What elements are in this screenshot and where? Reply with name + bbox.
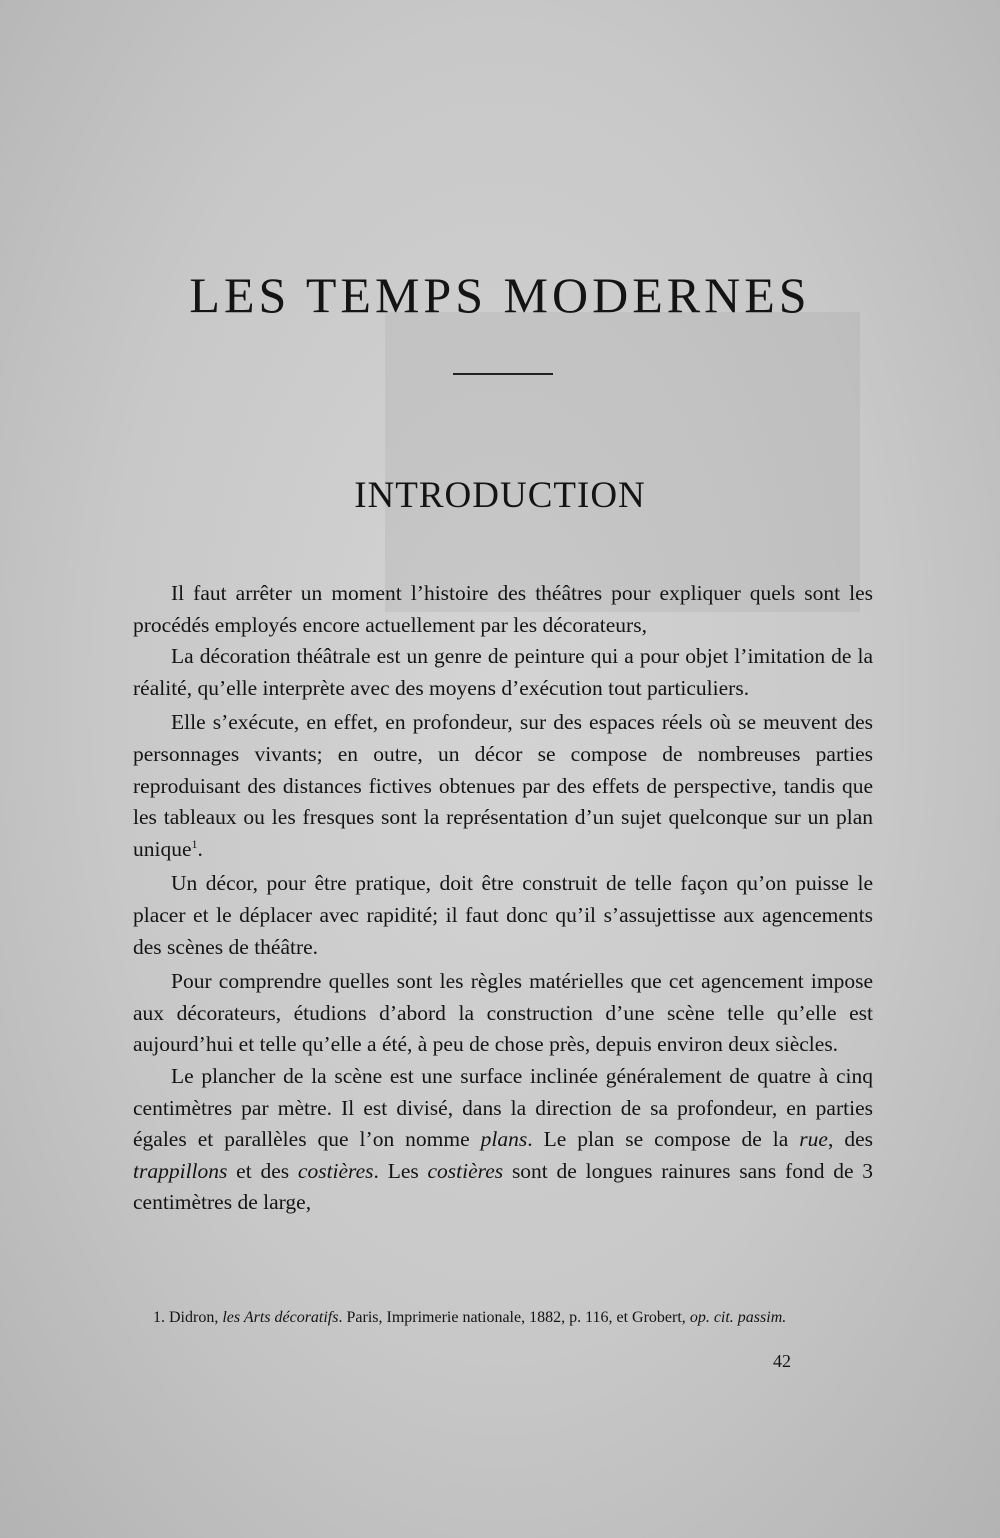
show-through-shade bbox=[385, 312, 860, 612]
main-title: LES TEMPS MODERNES bbox=[189, 267, 811, 323]
footnote-ref: op. cit. passim. bbox=[689, 1309, 787, 1326]
footnote-number: 1. bbox=[153, 1309, 165, 1326]
title-divider-rule bbox=[453, 373, 553, 375]
footnote-author: Didron, bbox=[169, 1309, 219, 1326]
footnote-title: les Arts décoratifs bbox=[222, 1309, 339, 1326]
paragraph: Elle s’exécute, en effet, en profondeur, sur des espaces réels où se meuvent des personnages vivants; en outre, un décor se compose de nombreuses parties reproduisant des distances fictives obtenues par des effets de perspective, tandis que les tableaux ou les fresques sont la représentation d’un sujet quelconque sur un plan unique$^1$. bbox=[133, 710, 873, 861]
paragraph: La décoration théâtrale est un genre de peinture qui a pour objet l’imitation de la réalité, qu’elle interprète avec des moyens d’exécution tout particuliers. bbox=[133, 644, 873, 700]
term-rue: rue bbox=[799, 1127, 828, 1152]
section-title: INTRODUCTION bbox=[354, 475, 646, 516]
paragraph: Un décor, pour être pratique, doit être construit de telle façon qu’on puisse le placer et le déplacer avec rapidité; il faut donc qu’il s’assujettisse aux agencements des scènes de théâtre. bbox=[133, 871, 873, 959]
term-trappillons: trappillons bbox=[133, 1158, 228, 1183]
term-plans: plans bbox=[480, 1127, 528, 1152]
paragraph: Le plancher de la scène est une surface inclinée généralement de quatre à cinq centimètres par mètre. Il est divisé, dans la direction de sa profondeur, en parties égales et parallèles que l’on nomme plans. Le plan se compose de la rue, des trappillons et des costières. Les costières sont de longues rainures sans fond de 3 centimètres de large, bbox=[133, 1063, 874, 1215]
footnote-publisher: . Paris, Imprimerie nationale, 1882, p. 116, et Grobert, bbox=[338, 1309, 686, 1326]
paragraph: Il faut arrêter un moment l’histoire des théâtres pour expliquer quels sont les procédés employés encore actuellement par les décorateurs, bbox=[133, 581, 873, 637]
term-costieres: costières bbox=[427, 1158, 504, 1183]
term-costieres: costières bbox=[297, 1158, 374, 1183]
page-number: 42 bbox=[773, 1351, 791, 1371]
footnote-reference[interactable]: 1 bbox=[191, 836, 198, 851]
body-text bbox=[133, 578, 873, 1219]
footnote bbox=[133, 1306, 873, 1329]
paragraph: Pour comprendre quelles sont les règles matérielles que cet agencement impose aux décorateurs, étudions d’abord la construction d’une scène telle qu’elle est aujourd’hui et telle qu’elle a été, à peu de chose près, depuis environ deux siècles. bbox=[133, 969, 873, 1057]
